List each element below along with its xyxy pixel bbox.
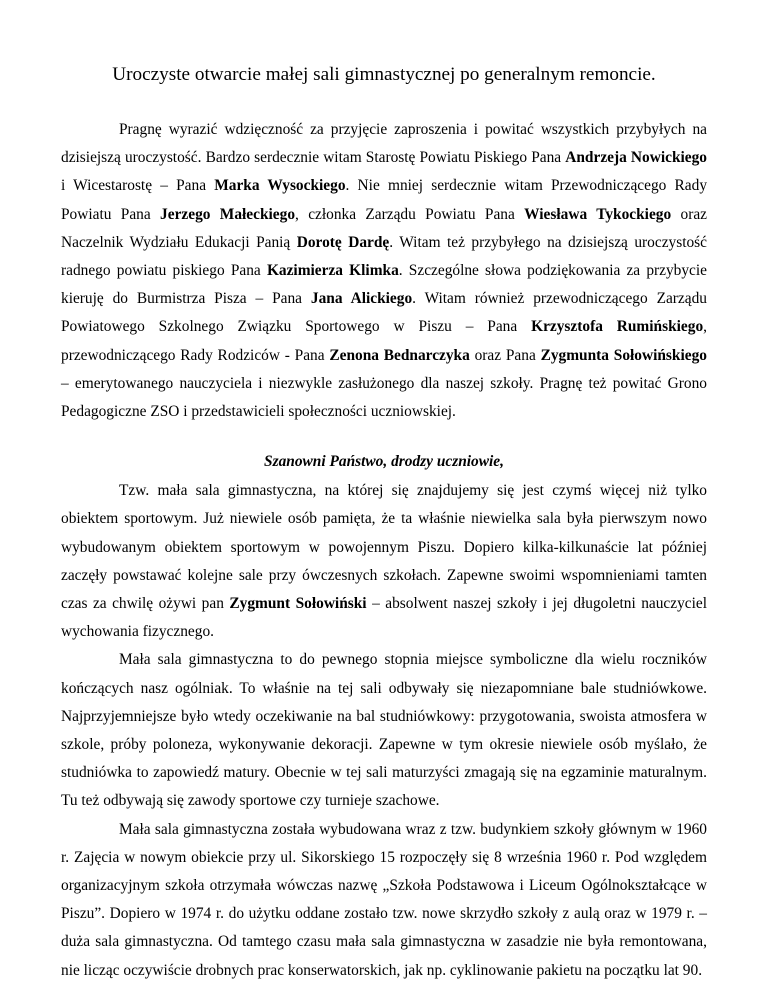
guest-name: Wiesława Tykockiego <box>524 205 672 223</box>
paragraph-history-hall <box>61 477 707 646</box>
text-span: Pragnę wyrazić wdzięczność za przyjęcie zaproszenia i powitać wszystkich przybyłych na dzisiejszą uroczystość. Bardzo serdecznie witam Starostę Powiatu Piskiego Pana <box>61 121 707 167</box>
text-span: oraz Pana <box>469 346 541 364</box>
guest-name: Zygmunta Sołowińskiego <box>540 346 707 364</box>
document-title: Uroczyste otwarcie małej sali gimnastycznej po generalnym remoncie. <box>112 64 656 85</box>
guest-name: Dorotę Dardę <box>296 233 390 251</box>
guest-name: Marka Wysockiego <box>214 177 346 195</box>
text-span: i Wicestarostę – Pana <box>61 177 215 195</box>
guest-name: Jerzego Małeckiego <box>160 205 296 223</box>
text-span: . Witam też przybyłego na dzisiejszą uroczystość radnego powiatu piskiego Pana <box>61 233 707 280</box>
guest-name: Jana Alickiego <box>310 290 413 308</box>
text-span: . Nie mniej serdecznie witam Przewodniczącego Rady Powiatu Pana <box>61 177 708 223</box>
person-name: Zygmunt Sołowiński <box>229 595 367 613</box>
guest-name: Krzysztofa Rumińskiego <box>531 318 704 336</box>
guest-name: Kazimierza Klimka <box>266 262 399 280</box>
text-span: . Witam również przewodniczącego Zarządu Powiatowego Szkolnego Związku Sportowego w Piszu – Pana <box>61 290 707 336</box>
text-span: , członka Zarządu Powiatu Pana <box>295 205 525 223</box>
text-span: oraz Naczelnik Wydziału Edukacji Panią <box>61 205 708 251</box>
text-span: , przewodniczącego Rady Rodziców - Pana <box>61 318 707 364</box>
paragraph-symbolic-place: Mała sala gimnastyczna to do pewnego stopnia miejsce symboliczne dla wielu roczników kończących nasz ogólniak. To właśnie na tej sali odbywały się niezapomniane bale studniówkowe. Najprzyjemniejsze było wtedy oczekiwanie na bal studniówkowy: przygotowania, swoista atmosfera w szkole, próby poloneza, wykonywanie dekoracji. Zapewne w tym okresie niewiele osób myślało, że studniówka to zapowiedź matury. Obecnie w tej sali maturzyści zmagają się na egzaminie maturalnym. Tu też odbywają się zawody sportowe czy turnieje szachowe. <box>61 651 707 810</box>
text-span: Tzw. mała sala gimnastyczna, na której się znajdujemy się jest czymś więcej niż tylko obiektem sportowym. Już niewiele osób pamięta, że ta właśnie niewielka sala była pierwszym nowo wybudowanym obiektem sportowym w powojennym Piszu. Dopiero kilka-kilkunaście lat później zaczęły powstawać kolejne sale przy ówczesnych szkołach. Zapewne swoimi wspomnieniami tamten czas za chwilę ożywi pan <box>61 482 707 613</box>
paragraph-construction: Mała sala gimnastyczna została wybudowana wraz z tzw. budynkiem szkoły głównym w 1960 r. Zajęcia w nowym obiekcie przy ul. Sikorskiego 15 rozpoczęły się 8 września 1960 r. Pod względem organizacyjnym szkoła otrzymała wówczas nazwę „Szkoła Podstawowa i Liceum Ogólnokształcące w Piszu”. Dopiero w 1974 r. do użytku oddane zostało tzw. nowe skrzydło szkoły z aulą oraz w 1979 r. – duża sala gimnastyczna. Od tamtego czasu mała sala gimnastyczna w zasadzie nie była remontowana, nie licząc oczywiście drobnych prac konserwatorskich, jak np. cyklinowanie pakietu na początku lat 90. <box>61 820 707 979</box>
paragraph-welcome <box>61 116 707 426</box>
text-span: – absolwent naszej szkoły i jej długoletni nauczyciel wychowania fizycznego. <box>61 595 707 641</box>
guest-name: Zenona Bednarczyka <box>329 346 470 364</box>
text-span: . Szczególne słowa podziękowania za przybycie kieruję do Burmistrza Pisza – Pana <box>61 262 707 308</box>
salutation-heading: Szanowni Państwo, drodzy uczniowie, <box>264 453 504 471</box>
text-span: – emerytowanego nauczyciela i niezwykle zasłużonego dla naszej szkoły. Pragnę też powitać Grono Pedagogiczne ZSO i przedstawicieli społeczności uczniowskiej. <box>61 374 707 421</box>
guest-name: Andrzeja Nowickiego <box>565 149 708 167</box>
